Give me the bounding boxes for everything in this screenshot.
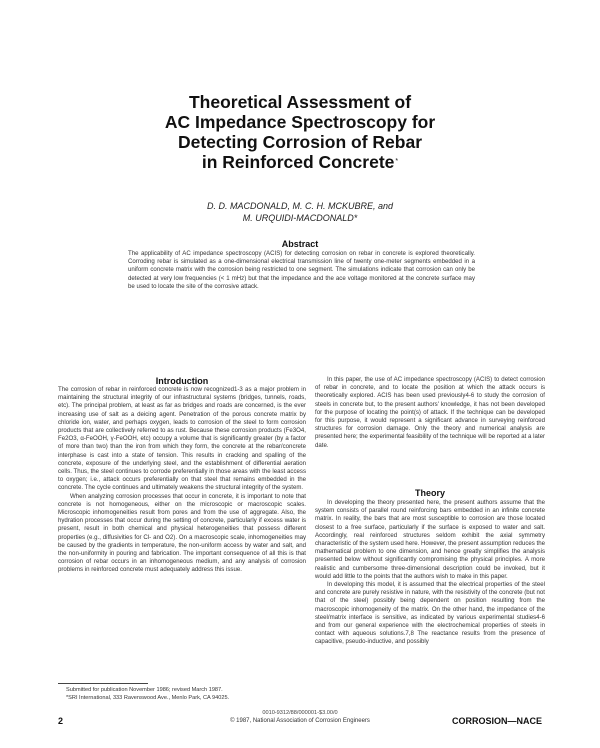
article-code: 0010-9312/88/000001-$3.00/0: [262, 710, 338, 716]
authors-line: M. URQUIDI-MACDONALD*: [242, 213, 358, 223]
title-footnote-mark: *: [395, 158, 399, 165]
paper-title: [0, 92, 600, 172]
title-line: Theoretical Assessment of: [188, 92, 412, 112]
paragraph: In developing the theory presented here, the present authors assume that the system consists of parallel round reinforcing bars embedded in an infinite concrete matrix. In reality, the bars that are most susceptible to corrosion are those located closest to a free surface, particularly if the surface is exposed to water and salt. Accordingly, real reinforced structures seldom exhibit the axial symmetry characteristic of the system used here. However, the present assumption reduces the mathematical problem to one dimension, and hence greatly simplifies the analysis presented below without significantly compromising the physical principles. A more realistic and cumbersome three-dimensional description could be invoked, but it would add little to the points that the authors wish to make in this paper.: [315, 499, 545, 580]
paragraph: When analyzing corrosion processes that occur in concrete, it is important to note that concrete is not homogeneous, either on the microscopic or macroscopic scales. Microscopic inhomogeneities result from pores and from the use of aggregate. Also, the hydration processes that occur during the setting of concrete, particularly if excess water is present, result in both chemical and physical heterogeneities that possess different properties (e.g., diffusivities for Cl- and O2). On a macroscopic scale, inhomogeneities may be caused by the gradients in temperature, the non-uniform access by water and salt, and the non-uniformity in pouring and fabrication. The important consequence of all this is that corrosion of rebar occurs in an inhomogeneous medium, and any analysis of corrosion problems in reinforced concrete must adequately address this issue.: [58, 492, 306, 574]
theory-column: [315, 499, 545, 647]
title-line: AC Impedance Spectroscopy for: [164, 112, 436, 132]
paragraph: The corrosion of rebar in reinforced concrete is now recognized1-3 as a major problem in maintaining the structural integrity of our infrastructural systems (bridges, tunnels, roads, etc). The principal problem, at least as far as bridges and roads are concerned, is the ever increasing use of salt as a deicing agent. Penetration of the porous concrete matrix by chloride ion, water, and perhaps oxygen, leads to corrosion of the steel to form corrosion products that are collectively referred to as rust. Because these corrosion products (Fe3O4, Fe2O3, α-FeOOH, γ-FeOOH, etc) occupy a volume that is significantly greater (by a factor of more than two) than the iron from which they form, the concrete at the rebar/concrete interphase is cast into a state of tension. This results in cracking and spalling of the concrete, exposure of the underlying steel, and the establishment of differential aeration cells. Thus, the steel continues to corrode preferentially in those areas with the least access to oxygen; i.e., attack occurs preferentially on that steel that remains embedded in the concrete. The cycle continues and ultimately weakens the structural integrity of the system.: [58, 386, 306, 492]
title-line: [0, 152, 600, 172]
introduction-column: [58, 386, 306, 575]
paragraph: In this paper, the use of AC impedance spectroscopy (ACIS) to detect corrosion of rebar in concrete, and to locate the position at which the attack occurs is theoretically explored. ACIS has been used previously4-6 to study the corrosion of steels in concrete but, to the present authors' knowledge, it has not been developed for the purpose of locating the point(s) of attack. If the technique can be developed for this purpose, it would represent a significant advance in surveying reinforced structures for corrosion damage. Only the theory and numerical analysis are presented here; the experimental feasibility of the technique will be reported at a later date.: [315, 376, 545, 449]
title-line: Detecting Corrosion of Rebar: [177, 132, 423, 152]
theory-heading: Theory: [414, 488, 445, 498]
footnote-submitted: Submitted for publication November 1986; revised March 1987.: [66, 687, 223, 693]
copyright: © 1987, National Association of Corrosion Engineers: [230, 718, 370, 724]
footnote-rule: [58, 683, 148, 684]
authors-line: D. D. MACDONALD, M. C. H. MCKUBRE, and: [206, 201, 394, 211]
right-column-intro: [315, 376, 545, 450]
page-number: 2: [58, 716, 64, 726]
journal-name: CORROSION—NACE: [451, 716, 542, 726]
abstract-heading: Abstract: [281, 239, 319, 249]
introduction-heading: Introduction: [155, 376, 209, 386]
abstract-text: The applicability of AC impedance spectroscopy (ACIS) for detecting corrosion on rebar in concrete is explored theoretically. Corroding rebar is simulated as a one-dimensional electrical transmission line of twenty one-meter segments embedded in a uniform concrete matrix with the corrosion being restricted to one segment. The simulations indicate that corrosion can only be detected at very low frequencies (< 1 mHz) but that the impedance and the ace voltage monitored at the concrete surface may be used to locate the site of the corrosive attack.: [128, 250, 475, 290]
footnotes: [58, 687, 304, 702]
title-line-text: in Reinforced Concrete: [201, 152, 395, 172]
paragraph: In developing this model, it is assumed that the electrical properties of the steel and concrete are purely resistive in nature, with the resistivity of the concrete (but not that of the steel) possibly being dependent on position resulting from the macroscopic inhomogeneity of the matrix. On the other hand, the impedance of the steel/matrix interface is sensitive, as indicated by various experimental studies4-6 and from our general experience with the electrochemical properties of steels in contact with aqueous solutions.7,8 The reactance results from the presence of capacitive, pseudo-inductive, and possibly: [315, 581, 545, 646]
authors: [0, 200, 600, 224]
footnote-affiliation: *SRI International, 333 Ravenswood Ave., Menlo Park, CA 94025.: [66, 694, 230, 701]
